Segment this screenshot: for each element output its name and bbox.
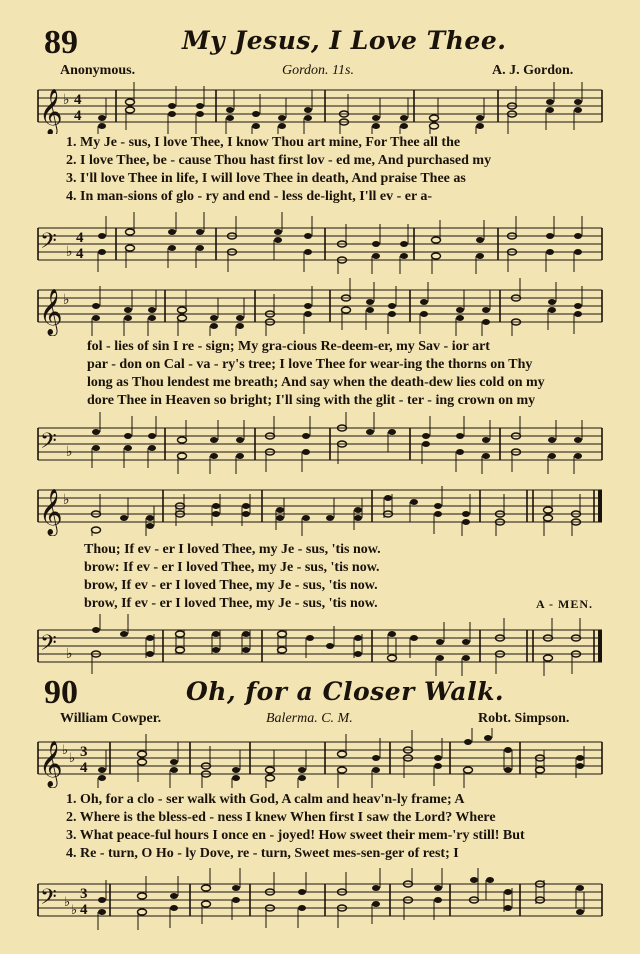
- hymn-number: 90: [44, 674, 78, 711]
- verse-2-line: 2. Where is the bless-ed - ness I knew When first I saw the Lord? Where: [66, 810, 496, 825]
- verse-4-line: brow, If ev - er I loved Thee, my Je - sus, 'tis now.: [84, 596, 378, 611]
- svg-text:♭: ♭: [63, 492, 70, 508]
- svg-text:4: 4: [80, 902, 88, 918]
- svg-text:𝄞: 𝄞: [39, 489, 63, 535]
- verse-3-line: brow, If ev - er I loved Thee, my Je - sus, 'tis now.: [84, 578, 378, 593]
- treble-staff: [0, 478, 640, 536]
- svg-text:𝄢: 𝄢: [40, 229, 57, 259]
- svg-text:4: 4: [80, 760, 88, 776]
- svg-text:3: 3: [80, 744, 88, 760]
- words-credit: Anonymous.: [60, 63, 136, 78]
- tune-name: Gordon. 11s.: [282, 63, 354, 78]
- svg-text:4: 4: [74, 92, 82, 108]
- bass-staff: [0, 868, 640, 930]
- verse-2-line: 2. I love Thee, be - cause Thou hast first lov - ed me, And purchased my: [66, 153, 492, 168]
- amen-text: A - MEN.: [536, 597, 593, 611]
- svg-text:4: 4: [74, 108, 82, 124]
- svg-text:♭: ♭: [62, 743, 69, 758]
- bass-staff: [0, 614, 640, 676]
- treble-staff: [0, 728, 640, 788]
- svg-text:𝄞: 𝄞: [39, 741, 63, 787]
- verse-1-line: fol - lies of sin I re - sign; My gra-cious Re-deem-er, my Sav - ior art: [87, 339, 490, 354]
- svg-text:𝄢: 𝄢: [40, 429, 57, 459]
- verse-1-line: 1. My Je - sus, I love Thee, I know Thou art mine, For Thee all the: [66, 135, 461, 150]
- verse-2-line: par - don on Cal - va - ry's tree; I love Thee for wear-ing the thorns on Thy: [87, 357, 533, 372]
- svg-text:4: 4: [76, 246, 84, 262]
- verse-4-line: 4. Re - turn, O Ho - ly Dove, re - turn, Sweet mes-sen-ger of rest; I: [66, 846, 459, 861]
- verse-4-line: dore Thee in Heaven so bright; I'll sing with the glit - ter - ing crown on my: [87, 393, 536, 408]
- svg-text:♭: ♭: [69, 751, 76, 766]
- hymn-title: Oh, for a Closer Walk.: [186, 677, 505, 706]
- svg-text:♭: ♭: [63, 92, 70, 108]
- verse-3-line: 3. What peace-ful hours I once en - joyed! How sweet their mem-'ry still! But: [66, 828, 525, 843]
- treble-staff: [0, 278, 640, 336]
- svg-text:𝄢: 𝄢: [40, 885, 57, 915]
- svg-text:♭: ♭: [66, 244, 73, 260]
- music-credit: Robt. Simpson.: [478, 711, 570, 726]
- svg-text:4: 4: [76, 230, 84, 246]
- svg-text:𝄞: 𝄞: [39, 289, 63, 335]
- tune-name: Balerma. C. M.: [266, 711, 353, 726]
- svg-text:♭: ♭: [71, 903, 78, 918]
- bass-staff: [0, 212, 640, 274]
- verse-1-line: 1. Oh, for a clo - ser walk with God, A calm and heav'n-ly frame; A: [66, 792, 465, 807]
- treble-staff: [0, 82, 640, 134]
- svg-text:♭: ♭: [64, 895, 71, 910]
- svg-text:♭: ♭: [66, 444, 73, 460]
- verse-2-line: brow: If ev - er I loved Thee, my Je - sus, 'tis now.: [84, 560, 380, 575]
- verse-3-line: long as Thou lendest me breath; And say when the death-dew lies cold on my: [87, 375, 545, 390]
- music-credit: A. J. Gordon.: [492, 63, 574, 78]
- svg-text:3: 3: [80, 886, 88, 902]
- svg-text:𝄢: 𝄢: [40, 631, 57, 661]
- hymn-number: 89: [44, 24, 78, 61]
- verse-1-line: Thou; If ev - er I loved Thee, my Je - sus, 'tis now.: [84, 542, 381, 557]
- verse-3-line: 3. I'll love Thee in life, I will love Thee in death, And praise Thee as: [66, 171, 466, 186]
- svg-text:♭: ♭: [66, 646, 73, 662]
- words-credit: William Cowper.: [60, 711, 162, 726]
- bass-staff: [0, 412, 640, 474]
- verse-4-line: 4. In man-sions of glo - ry and end - less de-light, I'll ev - er a-: [66, 189, 433, 204]
- svg-text:♭: ♭: [63, 292, 70, 308]
- hymn-title: My Jesus, I Love Thee.: [182, 26, 507, 55]
- svg-text:𝄞: 𝄞: [39, 89, 63, 134]
